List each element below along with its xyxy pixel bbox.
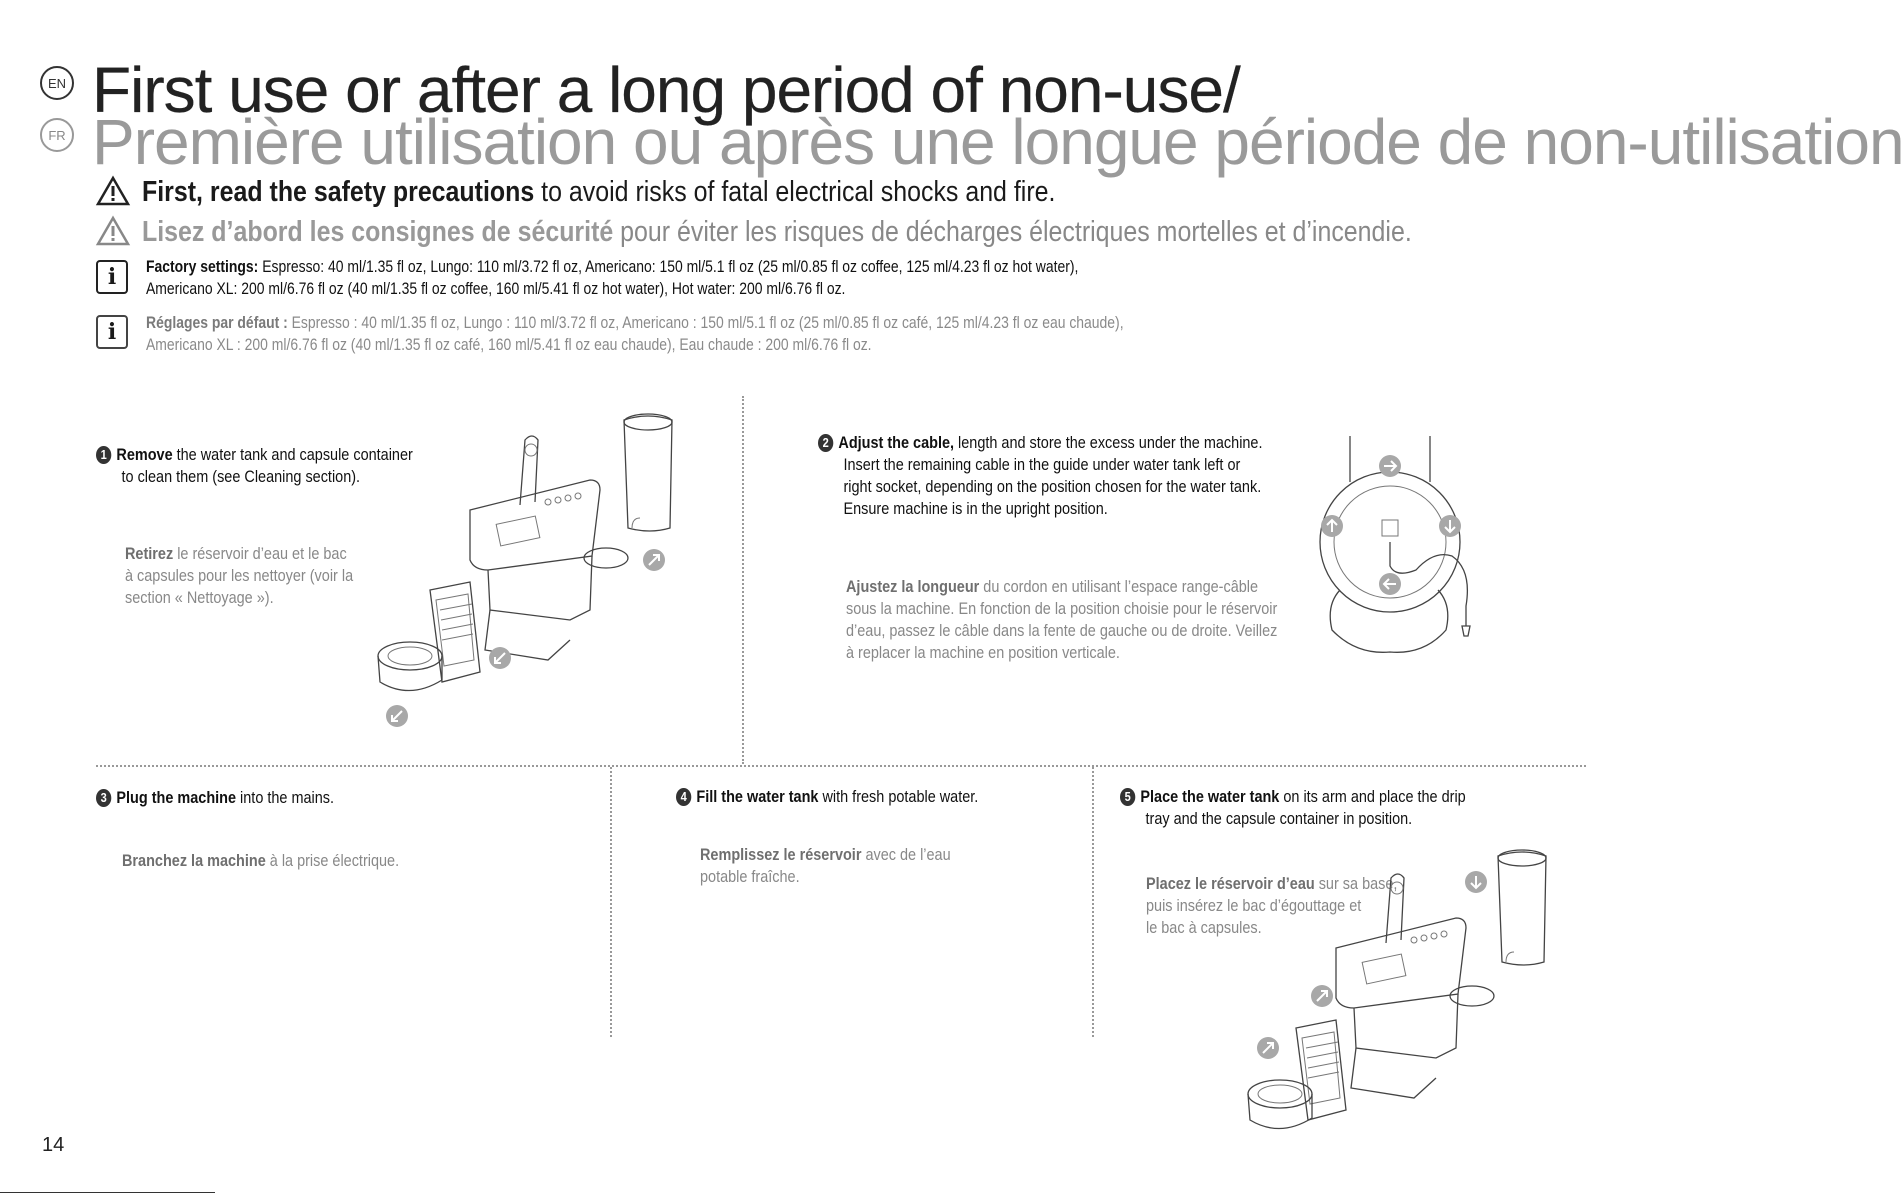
factory-settings-fr	[146, 312, 1124, 356]
factory-settings-fr-text1: Espresso : 40 ml/1.35 fl oz, Lungo : 110 ml/3.72 fl oz, Americano : 150 ml/5.1 fl oz (25 ml/0.85 fl oz café, 125 ml/4.23 fl oz eau chaude),	[287, 313, 1124, 332]
step-5-number: 5	[1120, 788, 1135, 806]
factory-settings-fr-line2: Americano XL : 200 ml/6.76 fl oz (40 ml/1.35 fl oz café, 160 ml/5.41 fl oz eau chaude), Eau chaude : 200 ml/6.76 fl oz.	[146, 335, 872, 354]
factory-settings-en-line1	[146, 256, 1078, 278]
step-3-fr-bold: Branchez la machine	[122, 851, 266, 870]
info-icon: i	[96, 260, 128, 294]
page-title-en: First use or after a long period of non-use/	[92, 54, 1240, 126]
factory-settings-fr-line1	[146, 312, 1124, 334]
step-3-fr	[122, 850, 479, 872]
step-4-fr-line1	[700, 844, 1006, 866]
divider-vertical-right	[1092, 767, 1094, 1037]
page-title-fr: Première utilisation ou après une longue période de non-utilisation	[92, 106, 1904, 178]
factory-settings-en-label: Factory settings:	[146, 257, 259, 276]
step-4-fr-line2: potable fraîche.	[700, 867, 800, 886]
step-1-fr-line3: section « Nettoyage »).	[125, 588, 274, 607]
step-2-en-line1	[818, 432, 1294, 454]
factory-settings-en	[146, 256, 1078, 300]
step-2-en-line3: right socket, depending on the position chosen for the water tank.	[843, 477, 1262, 496]
step-3-fr-text: à la prise électrique.	[265, 851, 400, 870]
step-4-fr	[700, 844, 1006, 888]
step-2-fr-line1	[846, 576, 1322, 598]
step-2-en-line2: Insert the remaining cable in the guide under water tank left or	[843, 455, 1241, 474]
safety-warning-en-text: to avoid risks of fatal electrical shocks and fire.	[534, 176, 1056, 208]
step-3-en	[96, 787, 453, 809]
step-2-en	[818, 432, 1294, 520]
page-number: 14	[42, 1134, 65, 1156]
step-5-fr-bold: Placez le réservoir d’eau	[1146, 874, 1315, 893]
footer-rule	[0, 1192, 215, 1193]
safety-warning-fr-bold: Lisez d’abord les consignes de sécurité	[142, 216, 614, 248]
divider-horizontal	[96, 765, 1586, 767]
step-2-fr-line4: à replacer la machine en position verticale.	[846, 643, 1120, 662]
step-3-en-text: into the mains.	[236, 788, 335, 807]
safety-warning-fr	[142, 216, 1412, 249]
step-1-fr-bold: Retirez	[125, 544, 174, 563]
step-5-en	[1120, 786, 1511, 830]
step-2-fr-line2: sous la machine. En fonction de la position choisie pour le réservoir	[846, 599, 1278, 618]
step-5-en-line1	[1120, 786, 1511, 808]
safety-warning-fr-text: pour éviter les risques de décharges électriques mortelles et d’incendie.	[613, 216, 1412, 248]
step-1-fr-text: le réservoir d’eau et le bac	[173, 544, 347, 563]
machine-disassembly-illustration	[370, 410, 700, 730]
step-4-en-bold: Fill the water tank	[696, 787, 819, 806]
step-4-fr-bold: Remplissez le réservoir	[700, 845, 862, 864]
step-2-number: 2	[818, 434, 833, 452]
step-1-en-bold: Remove	[116, 445, 173, 464]
factory-settings-en-text1: Espresso: 40 ml/1.35 fl oz, Lungo: 110 ml/3.72 fl oz, Americano: 150 ml/5.1 fl oz (25 ml/0.85 fl oz coffee, 125 ml/4.23 fl oz hot water),	[258, 257, 1079, 276]
step-2-fr-bold: Ajustez la longueur	[846, 577, 980, 596]
step-4-number: 4	[676, 788, 691, 806]
step-5-fr-line2: puis insérez le bac d’égouttage et	[1146, 896, 1362, 915]
step-1-en-text: the water tank and capsule container	[172, 445, 413, 464]
step-2-en-bold: Adjust the cable,	[838, 433, 955, 452]
step-4-en-text: with fresh potable water.	[818, 787, 979, 806]
cable-guide-illustration	[1316, 430, 1516, 660]
warning-icon	[96, 176, 130, 206]
step-1-fr-line2: à capsules pour les nettoyer (voir la	[125, 566, 354, 585]
fr-language-badge: FR	[40, 118, 74, 152]
divider-vertical-left	[610, 767, 612, 1037]
factory-settings-fr-label: Réglages par défaut :	[146, 313, 288, 332]
step-2-en-text: length and store the excess under the machine.	[954, 433, 1263, 452]
step-5-en-bold: Place the water tank	[1140, 787, 1280, 806]
factory-settings-en-line2: Americano XL: 200 ml/6.76 fl oz (40 ml/1.35 fl oz coffee, 160 ml/5.41 fl oz hot water), Hot water: 200 ml/6.76 fl oz.	[146, 279, 846, 298]
en-language-badge: EN	[40, 66, 74, 100]
step-4-en	[676, 786, 1033, 808]
step-4-fr-text: avec de l’eau	[861, 845, 951, 864]
step-5-fr-line3: le bac à capsules.	[1146, 918, 1262, 937]
machine-assembly-illustration	[1240, 850, 1560, 1140]
step-5-en-line2: tray and the capsule container in position.	[1145, 809, 1413, 828]
safety-warning-en-bold: First, read the safety precautions	[142, 176, 535, 208]
step-3-en-bold: Plug the machine	[116, 788, 237, 807]
step-1-en-line2: to clean them (see Cleaning section).	[121, 467, 361, 486]
step-5-fr-text: sur sa base,	[1314, 874, 1398, 893]
step-2-fr-text: du cordon en utilisant l’espace range-câble	[979, 577, 1259, 596]
step-1-number: 1	[96, 446, 111, 464]
info-icon-fr: i	[96, 315, 128, 349]
step-2-fr	[846, 576, 1322, 664]
divider-vertical-top	[742, 396, 744, 764]
safety-warning-en	[142, 176, 1055, 209]
step-5-en-text: on its arm and place the drip	[1279, 787, 1466, 806]
step-3-number: 3	[96, 789, 111, 807]
step-2-en-line4: Ensure machine is in the upright position.	[843, 499, 1108, 518]
warning-icon-fr	[96, 216, 130, 246]
step-2-fr-line3: d’eau, passez le câble dans la fente de gauche ou de droite. Veillez	[846, 621, 1278, 640]
